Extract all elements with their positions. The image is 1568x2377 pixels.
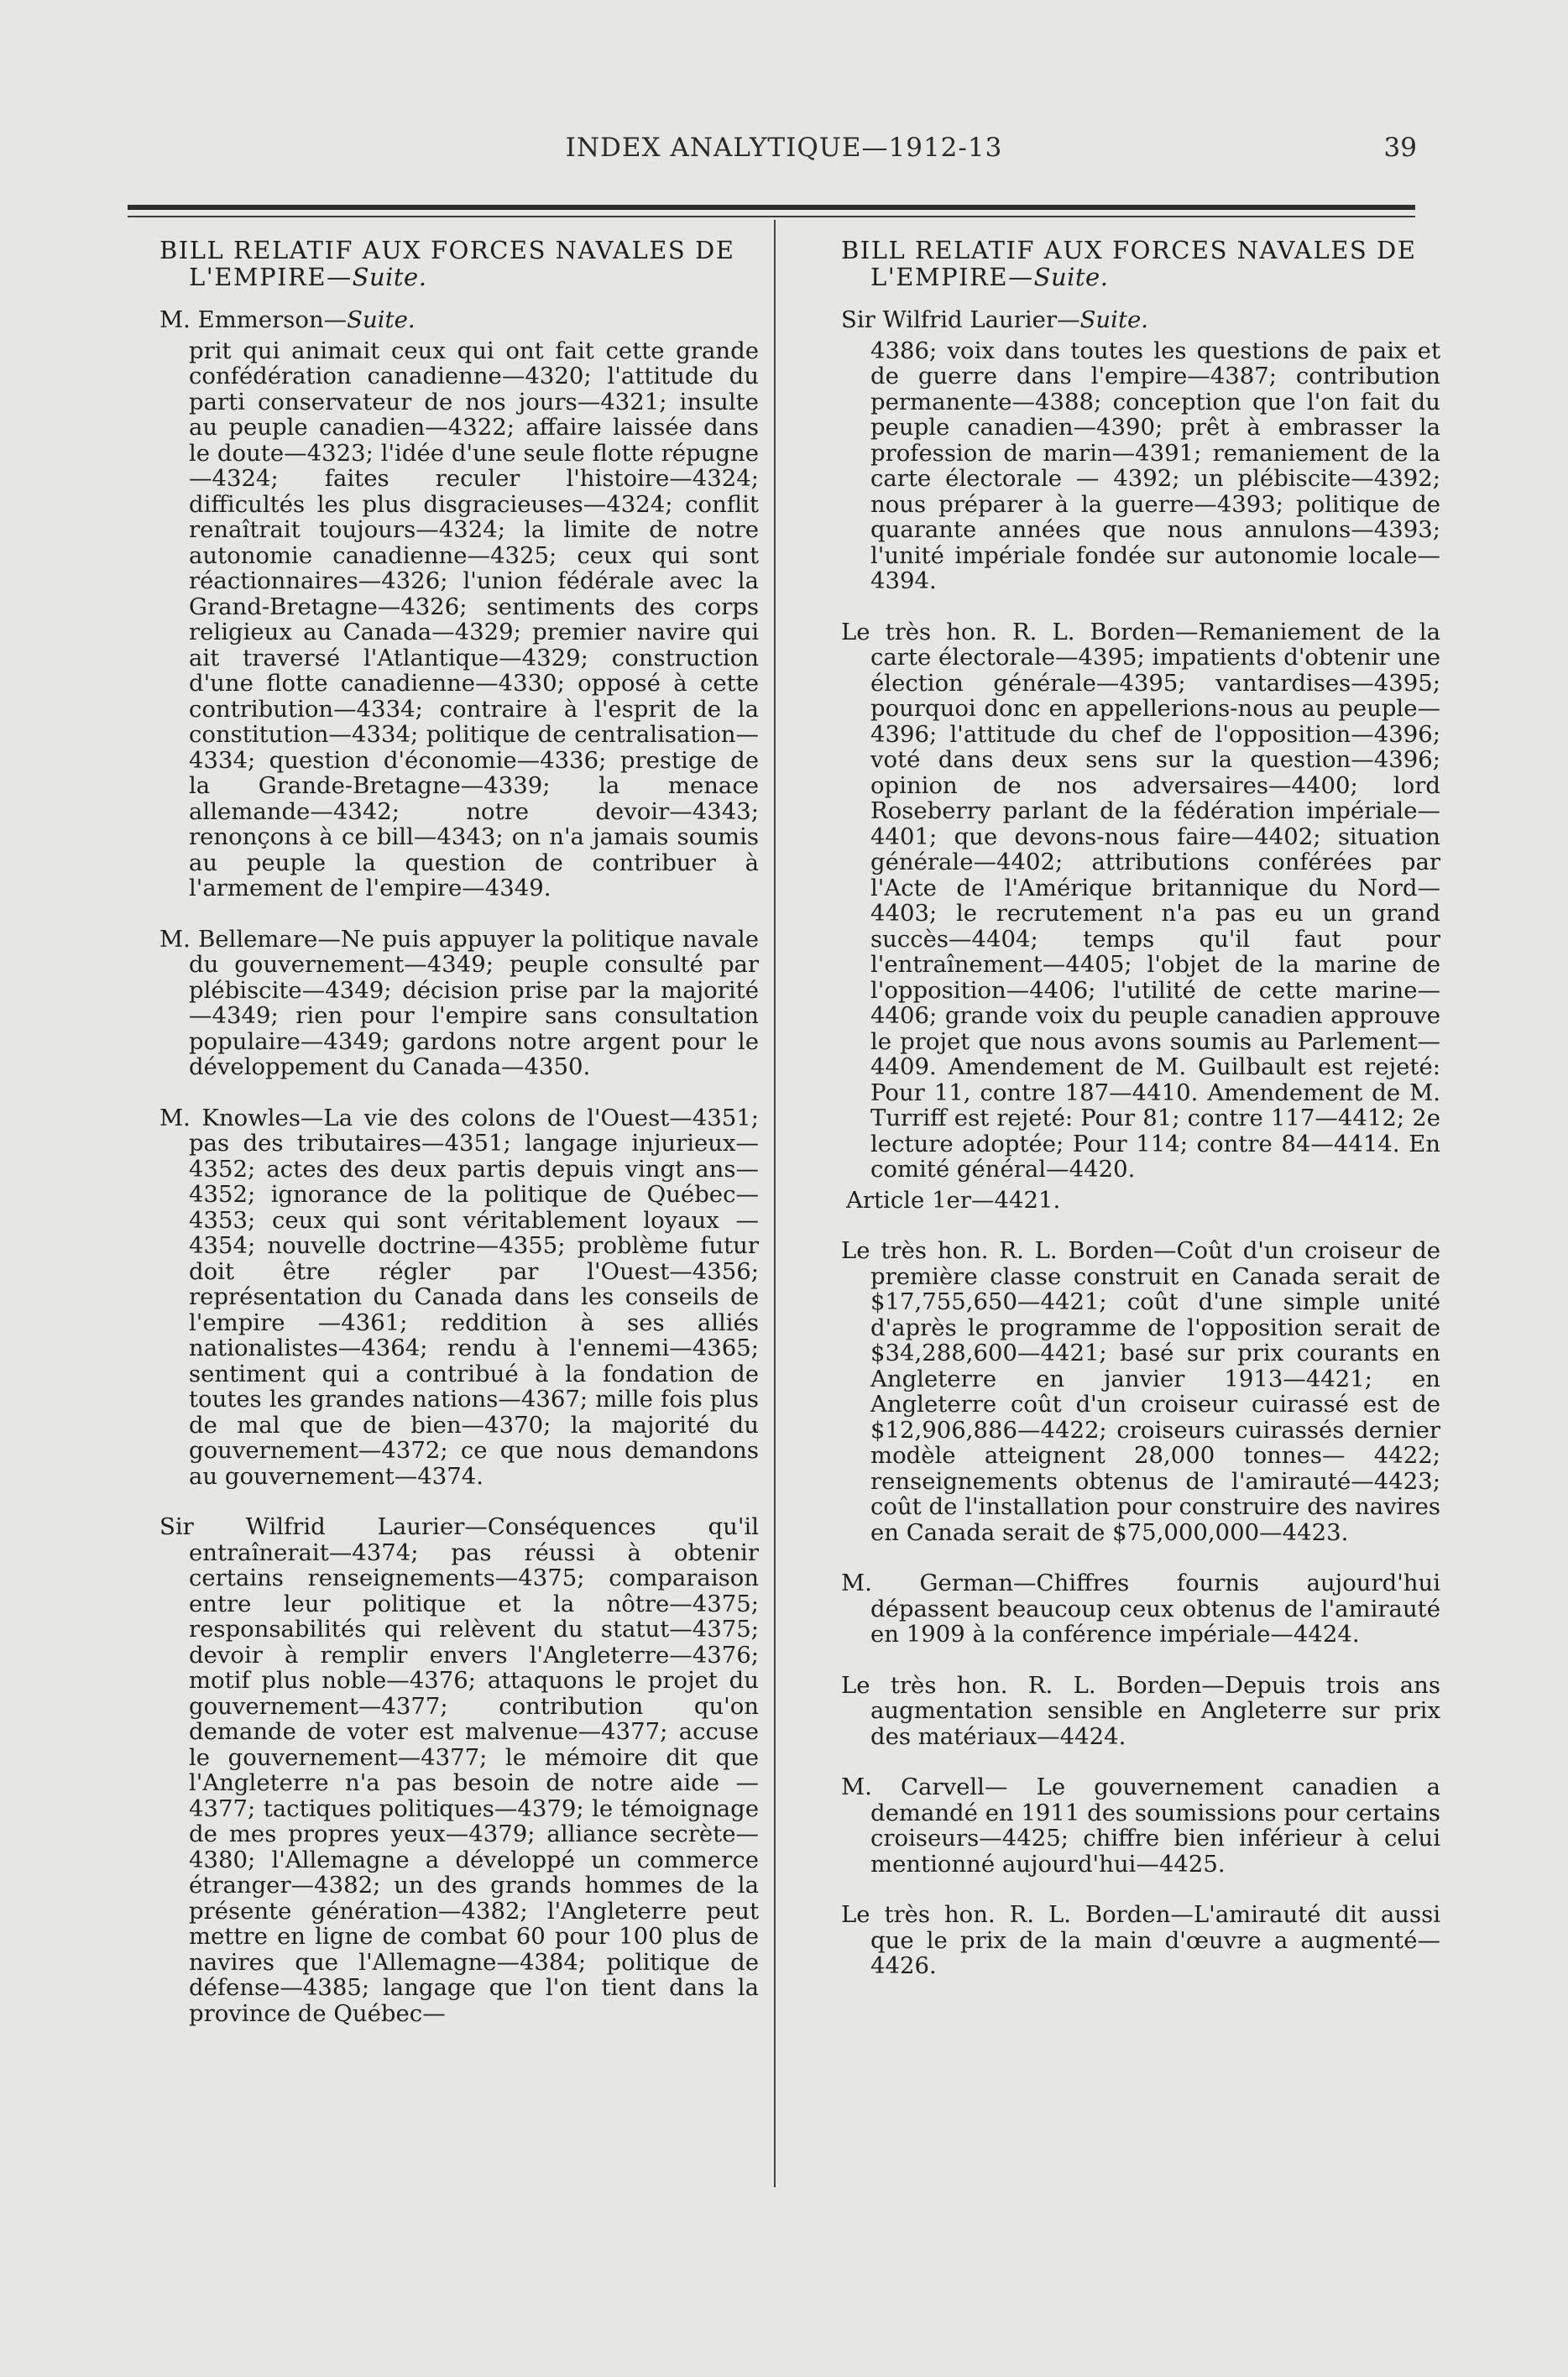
column-divider	[774, 220, 776, 2187]
index-entry: Le très hon. R. L. Borden—Depuis trois ans augmentation sensible en Angleterre sur prix des matériaux—4424.	[841, 1671, 1440, 1750]
index-entry: Article 1er—4421.	[846, 1186, 1061, 1214]
index-entry: Le très hon. R. L. Borden—Coût d'un croiseur de première classe construit en Canada serait de $17,755,650—4421; coût d'une simple unité d'après le programme de l'opposition serait de $34,288,600—4421; basé sur prix courants en Angleterre en janvier 1913—4421; en Angleterre coût d'un croiseur cuirassé est de $12,906,886—4422; croiseurs cuirassés dernier modèle atteignent 28,000 tonnes— 4422; renseignements obtenus de l'amirauté—4423; coût de l'installation pour construire des navires en Canada serait de $75,000,000—4423.	[841, 1237, 1440, 1546]
speaker-name: M. Emmerson—	[159, 306, 348, 333]
right-column	[841, 237, 1440, 2004]
speaker-heading	[841, 307, 1440, 333]
section-title	[841, 237, 1440, 290]
index-entry: M. Knowles—La vie des colons de l'Ouest—4351; pas des tributaires—4351; langage injurieux—4352; actes des deux partis depuis vingt ans—4352; ignorance de la politique de Québec—4353; ceux qui sont véritablement loyaux — 4354; nouvelle doctrine—4355; problème futur doit être régler par l'Ouest—4356; représentation du Canada dans les conseils de l'empire —4361; reddition à ses alliés nationalistes—4364; rendu à l'ennemi—4365; sentiment qui a contribué à la fondation de toutes les grandes nations—4367; mille fois plus de mal que de bien—4370; la majorité du gouvernement—4372; ce que nous demandons au gouvernement—4374.	[159, 1104, 759, 1490]
header-rule-thick	[128, 205, 1415, 210]
page-number: 39	[1383, 133, 1417, 163]
section-title-text: BILL RELATIF AUX FORCES NAVALES DE L'EMPIRE—	[841, 236, 1417, 291]
speaker-suite: Suite.	[1079, 306, 1149, 333]
index-entry: Sir Wilfrid Laurier—Conséquences qu'il entraînerait—4374; pas réussi à obtenir certains renseignements—4375; comparaison entre leur politique et la nôtre—4375; responsabilités qui relèvent du statut—4375; devoir à remplir envers l'Angleterre—4376; motif plus noble—4376; attaquons le projet du gouvernement—4377; contribution qu'on demande de voter est malvenue—4377; accuse le gouvernement—4377; le mémoire dit que l'Angleterre n'a pas besoin de notre aide —4377; tactiques politiques—4379; le témoignage de mes propres yeux—4379; alliance secrète—4380; l'Allemagne a développé un commerce étranger—4382; un des grands hommes de la présente génération—4382; l'Angleterre peut mettre en ligne de combat 60 pour 100 plus de navires que l'Allemagne—4384; politique de défense—4385; langage que l'on tient dans la province de Québec—	[159, 1513, 759, 2027]
running-title: INDEX ANALYTIQUE—1912-13	[565, 133, 1003, 163]
left-column	[159, 237, 759, 2051]
section-suite: Suite.	[1033, 263, 1109, 291]
index-entry: M. German—Chiffres fournis aujourd'hui dépassent beaucoup ceux obtenus de l'amirauté en 1909 à la conférence impériale—4424.	[841, 1570, 1440, 1648]
section-suite: Suite.	[352, 263, 427, 291]
section-title	[159, 237, 759, 290]
index-entry: Le très hon. R. L. Borden—L'amirauté dit aussi que le prix de la main d'œuvre a augmenté—4426.	[841, 1901, 1440, 1979]
header-rule-thin	[128, 216, 1415, 217]
index-entry: M. Carvell— Le gouvernement canadien a demandé en 1911 des soumissions pour certains croiseurs—4425; chiffre bien inférieur à celui mentionné aujourd'hui—4425.	[841, 1774, 1440, 1878]
index-entry: 4386; voix dans toutes les questions de paix et de guerre dans l'empire—4387; contribution permanente—4388; conception que l'on fait du peuple canadien—4390; prêt à embrasser la profession de marin—4391; remaniement de la carte électorale — 4392; un plébiscite—4392; nous préparer à la guerre—4393; politique de quarante années que nous annulons—4393; l'unité impériale fondée sur autonomie locale—4394.	[870, 337, 1440, 594]
speaker-name: Sir Wilfrid Laurier—	[841, 306, 1080, 333]
speaker-suite: Suite.	[347, 306, 416, 333]
speaker-heading	[159, 307, 759, 333]
index-entry: Le très hon. R. L. Borden—Remaniement de la carte électorale—4395; impatients d'obtenir une élection générale—4395; vantardises—4395; pourquoi donc en appellerions-nous au peuple—4396; l'attitude du chef de l'opposition—4396; voté dans deux sens sur la question—4396; opinion de nos adversaires—4400; lord Roseberry parlant de la fédération impériale—4401; que devons-nous faire—4402; situation générale—4402; attributions conférées par l'Acte de l'Amérique britannique du Nord—4403; le recrutement n'a pas eu un grand succès—4404; temps qu'il faut pour l'entraînement—4405; l'objet de la marine de l'opposition—4406; l'utilité de cette marine—4406; grande voix du peuple canadien approuve le projet que nous avons soumis au Parlement—4409. Amendement de M. Guilbault est rejeté: Pour 11, contre 187—4410. Amendement de M. Turriff est rejeté: Pour 81; contre 117—4412; 2e lecture adoptée; Pour 114; contre 84—4414. En comité général—4420.	[841, 618, 1440, 1183]
index-entry: M. Bellemare—Ne puis appuyer la politique navale du gouvernement—4349; peuple consulté par plébiscite—4349; décision prise par la majorité—4349; rien pour l'empire sans consultation populaire—4349; gardons notre argent pour le développement du Canada—4350.	[159, 925, 759, 1080]
section-title-text: BILL RELATIF AUX FORCES NAVALES DE L'EMPIRE—	[159, 236, 735, 291]
index-entry: prit qui animait ceux qui ont fait cette grande confédération canadienne—4320; l'attitude du parti conservateur de nos jours—4321; insulte au peuple canadien—4322; affaire laissée dans le doute—4323; l'idée d'une seule flotte répugne—4324; faites reculer l'histoire—4324; difficultés les plus disgracieuses—4324; conflit renaîtrait toujours—4324; la limite de notre autonomie canadienne—4325; ceux qui sont réactionnaires—4326; l'union fédérale avec la Grand-Bretagne—4326; sentiments des corps religieux au Canada—4329; premier navire qui ait traversé l'Atlantique—4329; construction d'une flotte canadienne—4330; opposé à cette contribution—4334; contraire à l'esprit de la constitution—4334; politique de centralisation—4334; question d'économie—4336; prestige de la Grande-Bretagne—4339; la menace allemande—4342; notre devoir—4343; renonçons à ce bill—4343; on n'a jamais soumis au peuple la question de contribuer à l'armement de l'empire—4349.	[189, 337, 759, 901]
